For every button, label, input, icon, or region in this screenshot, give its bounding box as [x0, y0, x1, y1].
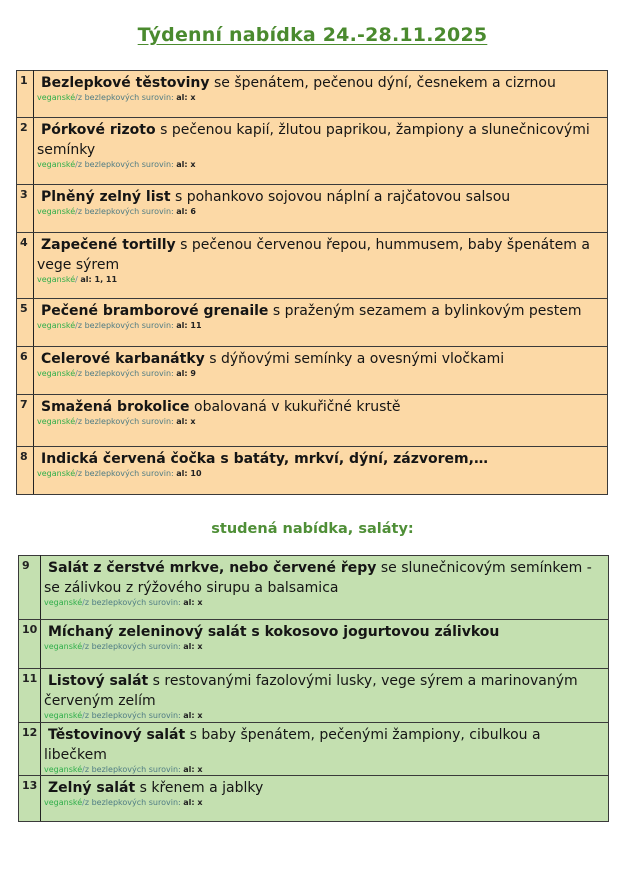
gluten-free-label: z bezlepkových surovin: [77, 469, 174, 478]
dish-name: Zapečené tortilly [41, 237, 176, 253]
dish-name: Pórkové rizoto [41, 122, 156, 138]
vegan-label: veganské [37, 275, 76, 284]
allergen-label: al: [176, 93, 188, 102]
item-number: 2 [17, 118, 34, 185]
menu-item-row [19, 620, 609, 669]
allergen-label: al: [183, 642, 195, 651]
menu-item-row [17, 395, 608, 447]
separator: / [75, 93, 78, 102]
dietary-info [37, 207, 603, 217]
separator: / [82, 711, 85, 720]
menu-item-row [17, 118, 608, 185]
vegan-label: veganské [37, 321, 76, 330]
menu-item-row [17, 347, 608, 395]
dietary-info [37, 160, 603, 170]
allergen-value: x [194, 642, 203, 651]
menu-item-row [17, 299, 608, 347]
allergen-value: x [187, 417, 196, 426]
vegan-label: veganské [44, 642, 83, 651]
dish-description [44, 725, 604, 765]
allergen-value: 10 [187, 469, 202, 478]
menu-item-row [19, 776, 609, 822]
separator: / [82, 642, 85, 651]
dietary-info [37, 275, 603, 285]
allergen-label: al: [176, 207, 188, 216]
dish-description [37, 187, 603, 207]
dish-detail: s baby špenátem, pečenými žampiony, cibulkou a libečkem [44, 727, 541, 763]
item-number: 10 [19, 620, 41, 669]
cold-section-title: studená nabídka, saláty: [211, 521, 414, 537]
dish-description [44, 778, 604, 798]
item-cell [41, 723, 609, 776]
dietary-info [37, 369, 603, 379]
item-cell [34, 447, 608, 495]
dish-name: Těstovinový salát [48, 727, 186, 743]
allergen-label: al: [176, 417, 188, 426]
dish-name: Listový salát [48, 673, 149, 689]
item-cell [34, 347, 608, 395]
item-cell [34, 395, 608, 447]
item-cell [34, 233, 608, 299]
dish-detail: s pohankovo sojovou náplní a rajčatovou salsou [170, 189, 511, 205]
dish-description [37, 73, 603, 93]
cold-menu-table [18, 555, 609, 822]
item-cell [34, 118, 608, 185]
item-number: 13 [19, 776, 41, 822]
item-number: 8 [17, 447, 34, 495]
vegan-label: veganské [44, 798, 83, 807]
vegan-label: veganské [44, 765, 83, 774]
dietary-info [44, 798, 604, 808]
dietary-info [37, 321, 603, 331]
item-cell [34, 299, 608, 347]
vegan-label: veganské [44, 711, 83, 720]
vegan-label: veganské [37, 160, 76, 169]
allergen-label: al: [176, 469, 188, 478]
gluten-free-label: z bezlepkových surovin: [77, 93, 174, 102]
vegan-label: veganské [37, 417, 76, 426]
allergen-value: x [194, 598, 203, 607]
dietary-info [44, 598, 604, 608]
dietary-info [37, 469, 603, 479]
item-cell [41, 669, 609, 723]
item-cell [41, 776, 609, 822]
separator: / [75, 207, 78, 216]
page-title: Týdenní nabídka 24.-28.11.2025 [137, 24, 488, 46]
dietary-info [37, 417, 603, 427]
dish-name: Pečené bramborové grenaile [41, 303, 269, 319]
gluten-free-label: z bezlepkových surovin: [84, 765, 181, 774]
allergen-label: al: [80, 275, 92, 284]
allergen-value: 1, 11 [91, 275, 118, 284]
separator: / [75, 469, 78, 478]
dish-description [37, 397, 603, 417]
allergen-value: 11 [187, 321, 202, 330]
allergen-value: x [187, 160, 196, 169]
gluten-free-label: z bezlepkových surovin: [84, 711, 181, 720]
dish-name: Smažená brokolice [41, 399, 190, 415]
vegan-label: veganské [37, 93, 76, 102]
allergen-label: al: [176, 160, 188, 169]
vegan-label: veganské [44, 598, 83, 607]
item-number: 1 [17, 71, 34, 118]
gluten-free-label: z bezlepkových surovin: [84, 642, 181, 651]
allergen-value: 9 [187, 369, 196, 378]
item-number: 5 [17, 299, 34, 347]
dietary-info [44, 711, 604, 721]
dish-description [37, 301, 603, 321]
separator: / [75, 160, 78, 169]
dish-name: Zelný salát [48, 780, 136, 796]
dish-description [37, 449, 603, 469]
gluten-free-label: z bezlepkových surovin: [77, 321, 174, 330]
dish-detail: s pečenou červenou řepou, hummusem, baby špenátem a vege sýrem [37, 237, 590, 273]
dish-detail: s dýňovými semínky a ovesnými vločkami [204, 351, 505, 367]
dish-detail: obalovaná v kukuřičné krustě [189, 399, 401, 415]
separator: / [82, 798, 85, 807]
menu-item-row [19, 556, 609, 620]
allergen-label: al: [183, 798, 195, 807]
allergen-label: al: [176, 321, 188, 330]
gluten-free-label: z bezlepkových surovin: [77, 160, 174, 169]
vegan-label: veganské [37, 469, 76, 478]
allergen-label: al: [183, 711, 195, 720]
allergen-value: x [194, 798, 203, 807]
item-number: 3 [17, 185, 34, 233]
dish-detail: s pečenou kapií, žlutou paprikou, žampiony a slunečnicovými semínky [37, 122, 590, 158]
separator: / [82, 598, 85, 607]
dish-detail: se špenátem, pečenou dýní, česnekem a cizrnou [209, 75, 556, 91]
dish-name: Celerové karbanátky [41, 351, 205, 367]
menu-item-row [17, 185, 608, 233]
dietary-info [44, 765, 604, 775]
allergen-label: al: [183, 598, 195, 607]
dish-name: Indická červená čočka s batáty, mrkví, dýní, zázvorem,… [41, 451, 488, 467]
item-number: 7 [17, 395, 34, 447]
gluten-free-label: z bezlepkových surovin: [77, 207, 174, 216]
allergen-value: x [194, 711, 203, 720]
item-cell [34, 185, 608, 233]
dish-name: Plněný zelný list [41, 189, 171, 205]
allergen-value: x [187, 93, 196, 102]
dish-description [44, 558, 604, 598]
separator: / [75, 321, 78, 330]
dietary-info [44, 642, 604, 652]
item-cell [41, 620, 609, 669]
item-cell [41, 556, 609, 620]
gluten-free-label: z bezlepkových surovin: [77, 417, 174, 426]
vegan-label: veganské [37, 369, 76, 378]
dish-detail: s restovanými fazolovými lusky, vege sýrem a marinovaným červeným zelím [44, 673, 578, 709]
menu-item-row [17, 447, 608, 495]
dish-name: Salát z čerstvé mrkve, nebo červené řepy [48, 560, 377, 576]
item-number: 6 [17, 347, 34, 395]
gluten-free-label: z bezlepkových surovin: [77, 369, 174, 378]
dish-name: Bezlepkové těstoviny [41, 75, 210, 91]
dietary-info [37, 93, 603, 103]
item-number: 9 [19, 556, 41, 620]
dish-name: Míchaný zeleninový salát s kokosovo jogurtovou zálivkou [48, 624, 500, 640]
separator: / [75, 275, 78, 284]
menu-item-row [17, 233, 608, 299]
item-number: 12 [19, 723, 41, 776]
dish-detail: s křenem a jablky [135, 780, 264, 796]
allergen-label: al: [176, 369, 188, 378]
dish-description [44, 622, 604, 642]
dish-detail: se slunečnicovým semínkem - se zálivkou z rýžového sirupu a balsamica [44, 560, 592, 596]
item-number: 4 [17, 233, 34, 299]
dish-description [37, 120, 603, 160]
separator: / [75, 417, 78, 426]
separator: / [75, 369, 78, 378]
dish-description [44, 671, 604, 711]
item-number: 11 [19, 669, 41, 723]
separator: / [82, 765, 85, 774]
gluten-free-label: z bezlepkových surovin: [84, 798, 181, 807]
hot-menu-table [16, 70, 608, 495]
menu-item-row [19, 669, 609, 723]
dish-description [37, 235, 603, 275]
menu-item-row [17, 71, 608, 118]
vegan-label: veganské [37, 207, 76, 216]
dish-description [37, 349, 603, 369]
allergen-label: al: [183, 765, 195, 774]
dish-detail: s praženým sezamem a bylinkovým pestem [268, 303, 582, 319]
gluten-free-label: z bezlepkových surovin: [84, 598, 181, 607]
allergen-value: 6 [187, 207, 196, 216]
menu-item-row [19, 723, 609, 776]
item-cell [34, 71, 608, 118]
allergen-value: x [194, 765, 203, 774]
